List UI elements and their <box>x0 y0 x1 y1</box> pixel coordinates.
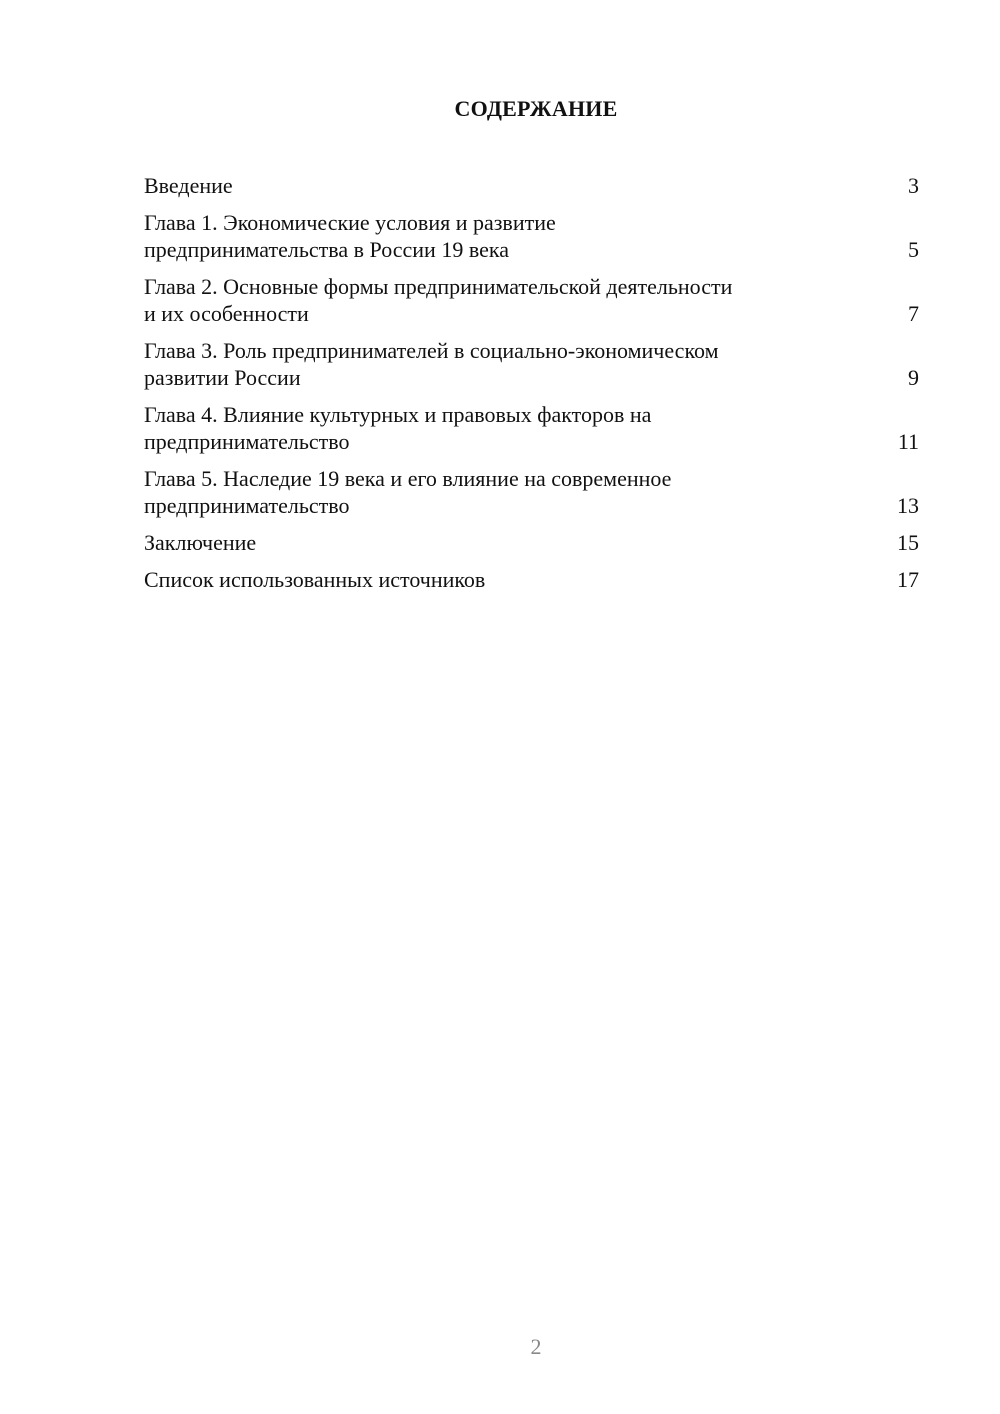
toc-entry-title <box>144 566 485 593</box>
toc-entry-chapter-2 <box>144 273 919 327</box>
toc-entry-page: 17 <box>897 567 919 592</box>
toc-entry-title <box>144 401 651 455</box>
toc-entry-page: 5 <box>908 237 919 262</box>
toc-entry-chapter-3 <box>144 337 919 391</box>
toc-entry-title <box>144 337 719 391</box>
toc-entry-page: 13 <box>897 493 919 518</box>
toc-entry-title-line: Список использованных источников <box>144 567 486 592</box>
toc-entry-chapter-4 <box>144 401 919 455</box>
toc-entry-page: 7 <box>908 301 919 326</box>
toc-entry-introduction <box>144 172 919 199</box>
toc-entry-title <box>144 172 233 199</box>
toc-entry-title-line: и их особенности <box>144 301 309 326</box>
toc-entry-title-line: Глава 4. Влияние культурных и правовых факторов на <box>144 402 652 427</box>
toc-entry-page: 15 <box>897 530 919 555</box>
toc-entry-title-line: предпринимательство <box>144 493 350 518</box>
toc-entry-page: 11 <box>897 429 919 454</box>
toc-entry-page: 9 <box>908 365 919 390</box>
toc-entry-conclusion <box>144 529 919 556</box>
toc-entry-title <box>144 273 732 327</box>
toc-entry-title <box>144 209 556 263</box>
page-number: 2 <box>530 1334 542 1359</box>
toc-entry-title-line: Заключение <box>144 530 257 555</box>
toc-entry-title <box>144 529 256 556</box>
toc-entry-page: 3 <box>908 173 919 198</box>
toc-entry-references <box>144 566 919 593</box>
toc-entry-title-line: предпринимательство <box>144 429 350 454</box>
toc-entry-chapter-1 <box>144 209 919 263</box>
toc-entry-title-line: Глава 5. Наследие 19 века и его влияние на современное <box>144 466 672 491</box>
page-title: СОДЕРЖАНИЕ <box>454 96 618 121</box>
toc-entry-title-line: Глава 2. Основные формы предпринимательской деятельности <box>144 274 733 299</box>
toc-entry-title-line: Глава 3. Роль предпринимателей в социально-экономическом <box>144 338 719 363</box>
toc-entry-title-line: предпринимательства в России 19 века <box>144 237 509 262</box>
toc-entry-chapter-5 <box>144 465 919 519</box>
toc-entry-title-line: Введение <box>144 173 233 198</box>
toc-entry-title-line: развитии России <box>144 365 301 390</box>
toc-entry-title-line: Глава 1. Экономические условия и развитие <box>144 210 556 235</box>
table-of-contents <box>144 172 919 603</box>
toc-entry-title <box>144 465 671 519</box>
